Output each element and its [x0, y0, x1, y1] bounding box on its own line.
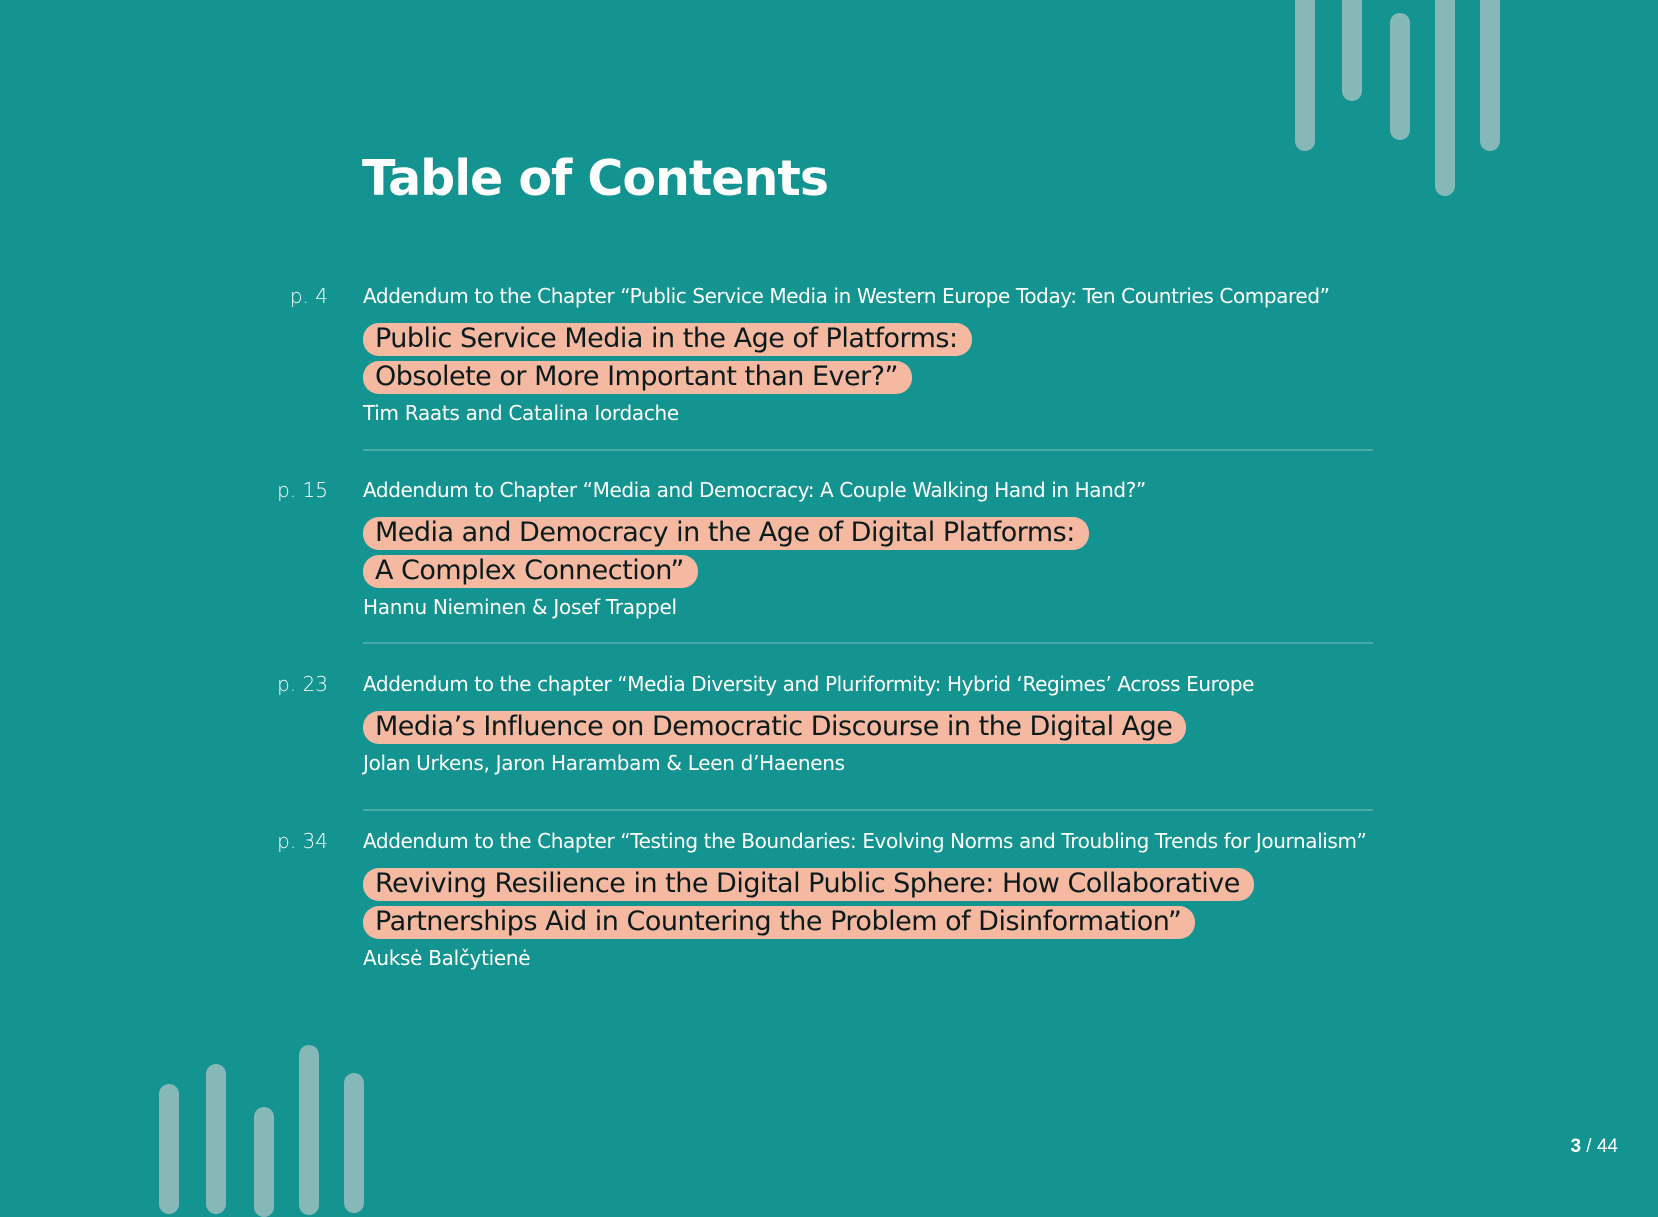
page-title: Table of Contents [362, 150, 829, 207]
decorative-bar [1480, 0, 1500, 151]
page-indicator [1570, 1136, 1618, 1158]
toc-authors: Tim Raats and Catalina Iordache [363, 401, 679, 425]
page-separator: / [1581, 1136, 1597, 1157]
divider [363, 642, 1373, 644]
divider [363, 449, 1373, 451]
toc-authors: Jolan Urkens, Jaron Harambam & Leen d’Haenens [363, 751, 845, 775]
toc-addendum: Addendum to the Chapter “Public Service Media in Western Europe Today: Ten Countries Compared” [363, 284, 1330, 308]
current-page: 3 [1570, 1136, 1582, 1157]
toc-entry-title-line[interactable]: Partnerships Aid in Countering the Problem of Disinformation” [363, 906, 1195, 939]
toc-page-number: p. 34 [277, 829, 328, 853]
toc-entry-title-line[interactable]: Reviving Resilience in the Digital Public Sphere: How Collaborative [363, 868, 1254, 901]
toc-addendum: Addendum to the Chapter “Testing the Boundaries: Evolving Norms and Troubling Trends for Journalism” [363, 829, 1367, 853]
decorative-bar [1435, 0, 1455, 196]
toc-authors: Hannu Nieminen & Josef Trappel [363, 595, 677, 619]
decorative-bar [344, 1073, 364, 1213]
toc-entry-title-line[interactable]: Public Service Media in the Age of Platforms: [363, 323, 972, 356]
toc-addendum: Addendum to Chapter “Media and Democracy: A Couple Walking Hand in Hand?” [363, 478, 1146, 502]
toc-entry-title-line[interactable]: Media’s Influence on Democratic Discourse in the Digital Age [363, 711, 1186, 744]
toc-page-number: p. 23 [277, 672, 328, 696]
decorative-bar [159, 1084, 179, 1214]
decorative-bar [254, 1107, 274, 1217]
decorative-bar [1342, 0, 1362, 101]
toc-addendum: Addendum to the chapter “Media Diversity and Pluriformity: Hybrid ‘Regimes’ Across Europe [363, 672, 1255, 696]
total-pages: 44 [1596, 1136, 1618, 1157]
decorative-bar [299, 1045, 319, 1215]
toc-page-number: p. 4 [289, 284, 328, 308]
decorative-bar [1390, 13, 1410, 140]
toc-authors: Auksė Balčytienė [363, 946, 531, 970]
toc-entry-title-line[interactable]: A Complex Connection” [363, 555, 698, 588]
toc-entry-title-line[interactable]: Media and Democracy in the Age of Digital Platforms: [363, 517, 1089, 550]
toc-page-number: p. 15 [277, 478, 328, 502]
decorative-bar [1295, 0, 1315, 151]
toc-entry-title-line[interactable]: Obsolete or More Important than Ever?” [363, 361, 912, 394]
divider [363, 809, 1373, 811]
